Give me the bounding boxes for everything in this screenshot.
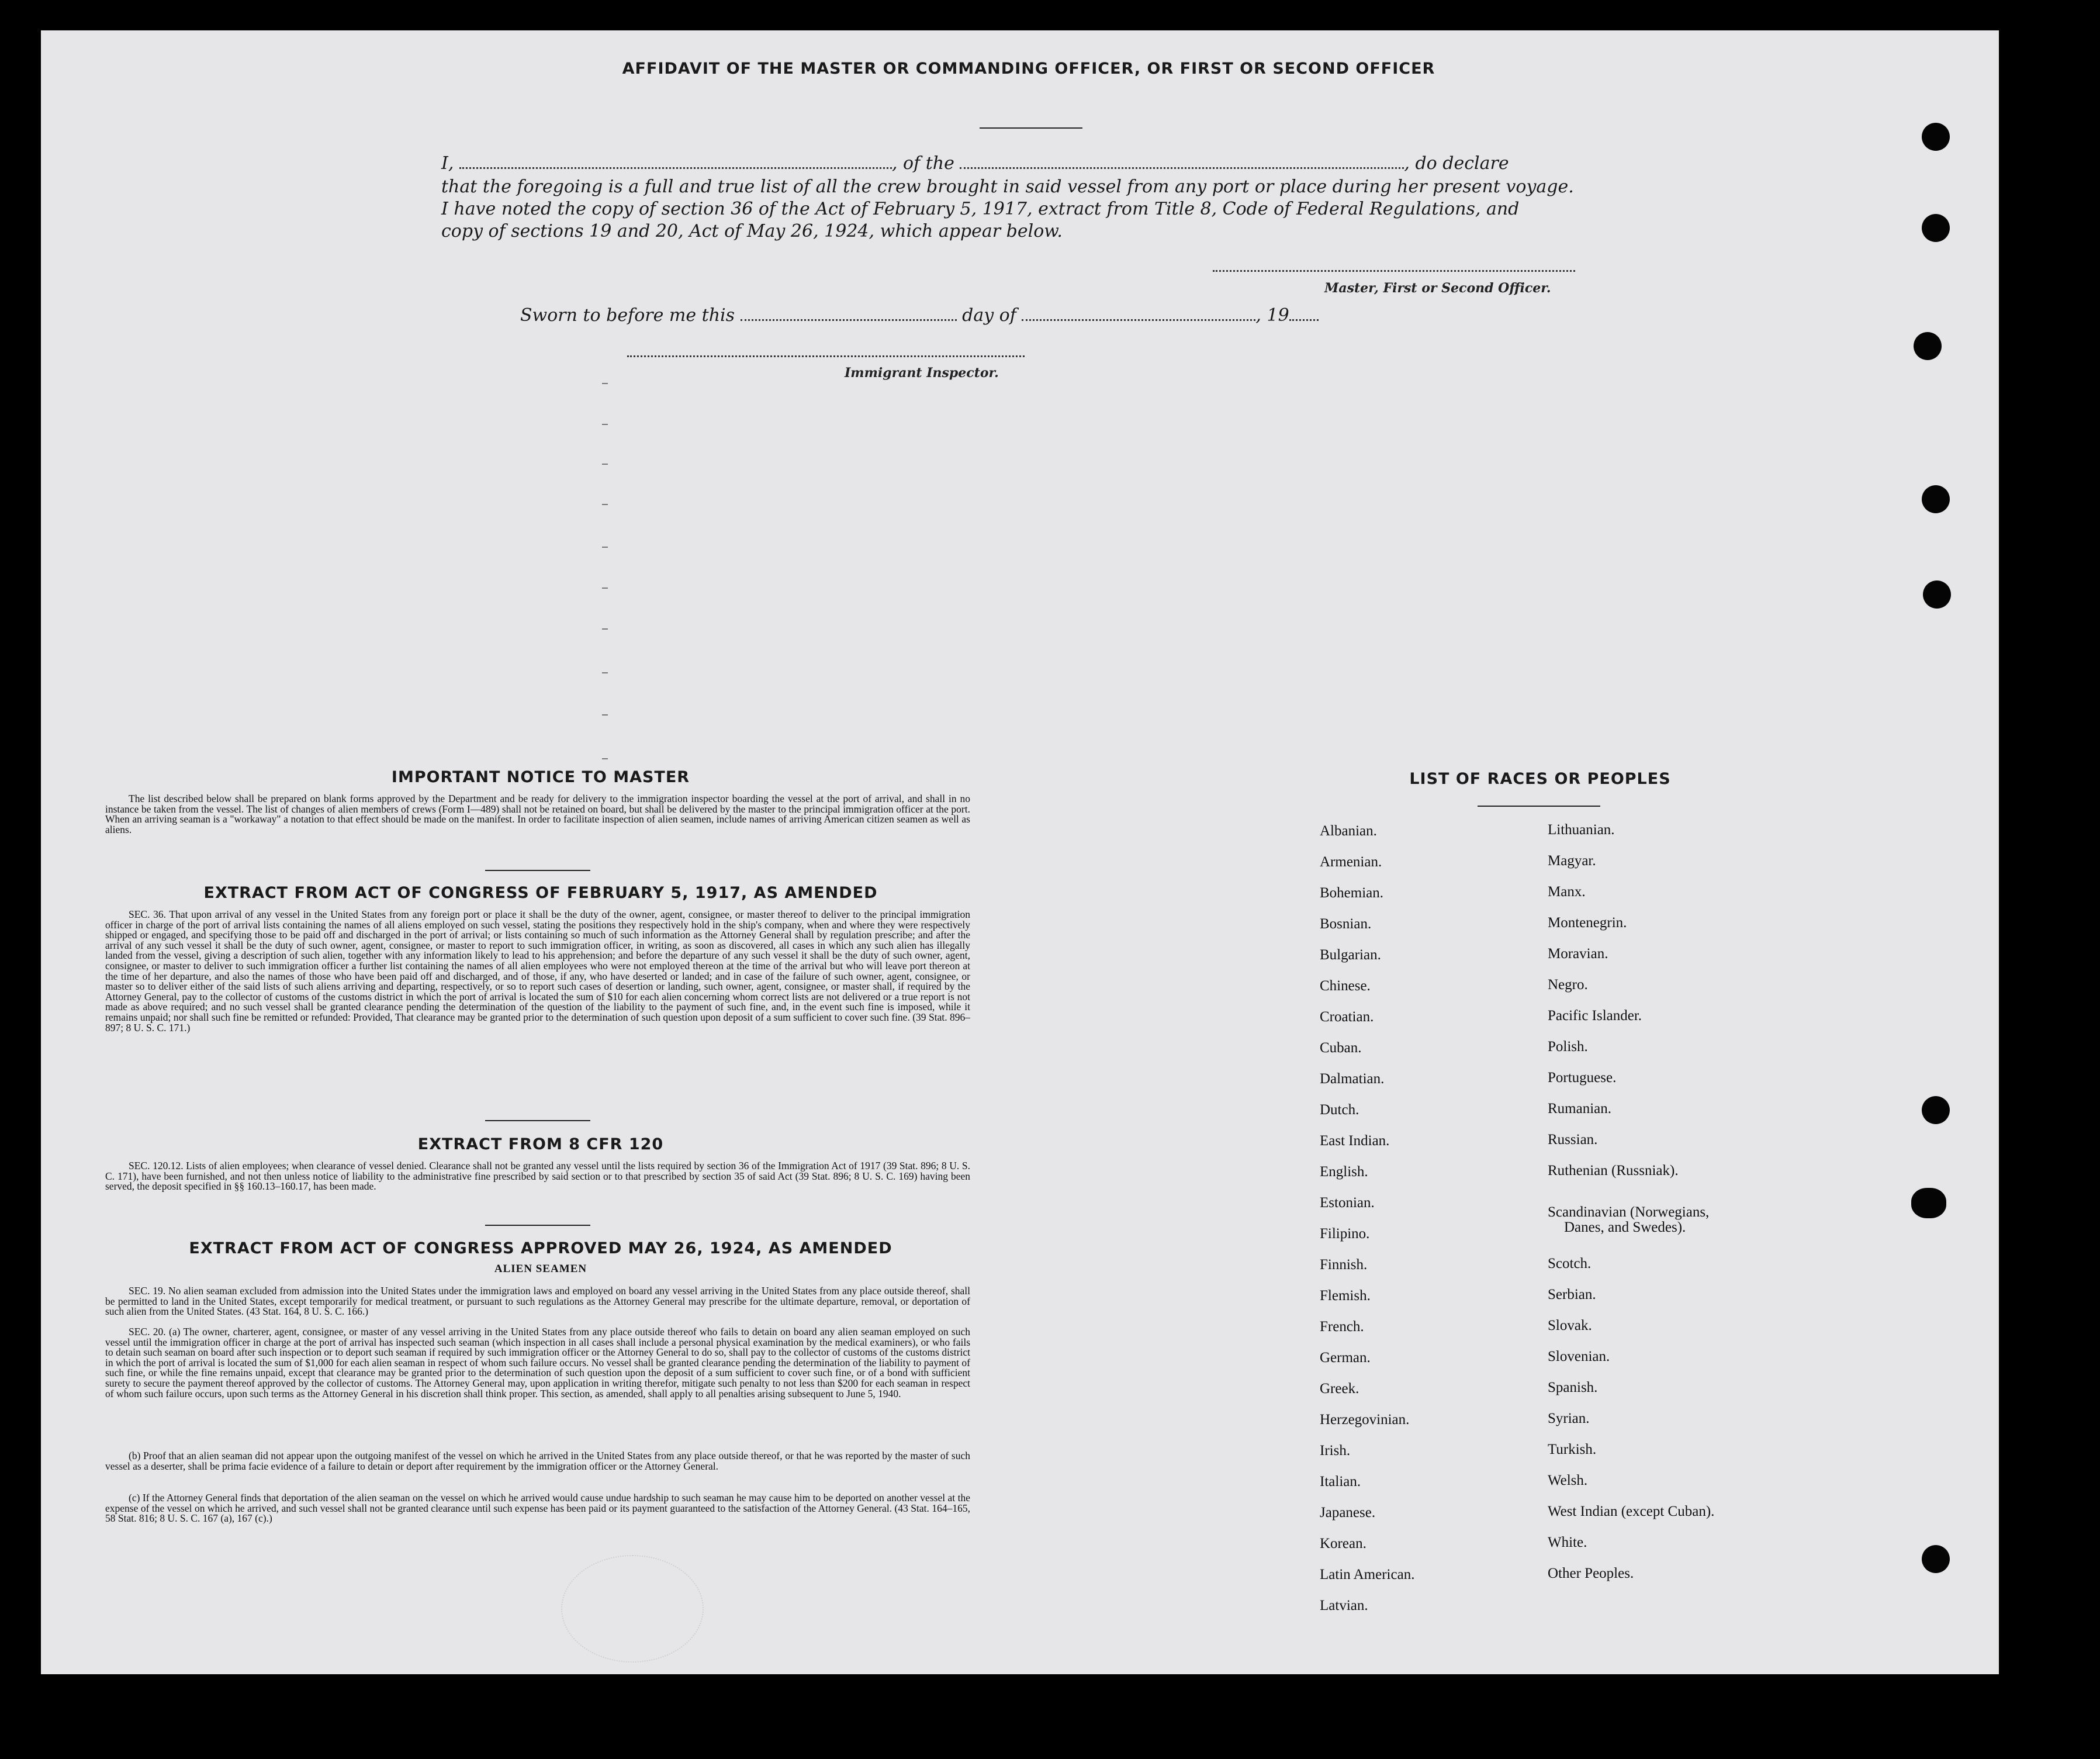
race-item: Pacific Islander.: [1548, 1008, 1642, 1024]
scan-mark: [602, 504, 608, 505]
races-rule: [1478, 806, 1600, 807]
race-item: Armenian.: [1320, 854, 1382, 870]
sworn-day-blank[interactable]: [741, 319, 957, 321]
race-item: Bosnian.: [1320, 916, 1372, 932]
race-item: Flemish.: [1320, 1288, 1371, 1304]
master-caption: Master, First or Second Officer.: [1324, 281, 1551, 296]
inspector-caption: Immigrant Inspector.: [845, 365, 999, 381]
title-rule: [980, 127, 1082, 129]
binder-hole: [1923, 580, 1951, 609]
extract-cfr-text: SEC. 120.12. Lists of alien employees; when clearance of vessel denied. Clearance shall not be granted any vessel until the lists required by section 36 of the Immigration Act of 1917 (39 Stat. 896; 8 U. S. C. 171), have been furnished, and not then unless notice of liability to the administrative fine prescribed by said section or to that prescribed by section 35 of said Act (39 Stat. 896; 8 U. S. C. 169) having been served, the deposit specified in §§ 160.13–160.17, has been made.: [105, 1160, 970, 1193]
binder-hole: [1922, 1545, 1950, 1573]
race-item: Japanese.: [1320, 1505, 1376, 1520]
race-item: Italian.: [1320, 1474, 1361, 1490]
binder-hole: [1914, 332, 1942, 360]
race-item: Negro.: [1548, 977, 1588, 993]
year-blank[interactable]: [1289, 319, 1319, 321]
extract-1917-text: SEC. 36. That upon arrival of any vessel in the United States from any foreign port or place it shall be the duty of the owner, agent, consignee, or master thereof to deliver to the principal immigration officer in charge of the port of arrival lists containing the names of all aliens employed on such vessel, stating the positions they respectively hold in the ship's company, when and where they were respectively shipped or engaged, and specifying those to be paid off and discharged in the port of arrival; or lists containing so much of such information as the Attorney General shall by regulation prescribe; and after the arrival of any such vessel it shall be the duty of such owner, agent, consignee, or master to report to such immigration officer, in writing, as soon as discovered, all cases in which any such alien has illegally landed from the vessel, giving a description of such alien, together with any information likely to lead to his apprehension; and before the departure of any such vessel it shall be the duty of such owner, agent, consignee, or master to deliver to such immigration officer a further list containing the names of all alien employees who were not employed thereon at the time of the arrival but who will leave port thereon at the time of her departure, and also the names of those who have been paid off and discharged, and of those, if any, who have deserted or landed; and in case of the failure of such owner, agent, consignee, or master so to deliver either of the said lists of such aliens arriving and departing, respectively, or so to report such cases of desertion or landing, such owner, agent, consignee, or master shall, if required by the Attorney General, pay to the collector of customs of the customs district in which the port of arrival is located the sum of $10 for each alien concerning whom correct lists are not delivered or a true report is not made as above required; and no such vessel shall be granted clearance pending the determination of the question of the liability to the payment of such fine, and, in the event such fine is imposed, while it remains unpaid; nor shall such fine be remitted or refunded: Provided, That clearance may be granted prior to the determination of such question upon deposit of a sum sufficient to cover such fine. (39 Stat. 896–897; 8 U. S. C. 171.): [105, 908, 970, 1034]
binder-hole: [1922, 1096, 1950, 1124]
race-item: Greek.: [1320, 1381, 1359, 1397]
sworn-month-blank[interactable]: [1022, 319, 1255, 321]
binder-hole: [1922, 485, 1950, 513]
race-item: Polish.: [1548, 1039, 1588, 1055]
race-item: Scandinavian (Norwegians,: [1548, 1204, 1710, 1220]
extract-1924-sec20b: (b) Proof that an alien seaman did not appear upon the outgoing manifest of the vessel on which he arrived in the United States from any place outside thereof, or that he was reported by the master of such vessel as a deserter, shall be prima facie evidence of a failure to detain or deport after requirement by the immigration officer or the Attorney General.: [105, 1450, 970, 1472]
section-rule: [485, 1225, 590, 1226]
race-item: Russian.: [1548, 1132, 1598, 1148]
day-of-label: day of: [962, 305, 1016, 326]
document-page: [41, 30, 1999, 1674]
scan-mark: [602, 628, 608, 630]
affidavit-line-4: copy of sections 19 and 20, Act of May 26, 1924, which appear below.: [441, 221, 1063, 241]
extract-1924-subtitle: ALIEN SEAMEN: [494, 1263, 587, 1275]
race-item: Turkish.: [1548, 1442, 1597, 1457]
name-blank[interactable]: [459, 167, 892, 169]
scan-mark: [602, 464, 608, 465]
race-item: German.: [1320, 1350, 1371, 1366]
race-item: Latin American.: [1320, 1567, 1415, 1582]
binder-hole: [1922, 123, 1950, 151]
race-item: Slovenian.: [1548, 1349, 1610, 1364]
race-item: Cuban.: [1320, 1040, 1362, 1056]
i-label: I,: [441, 153, 454, 174]
race-item: Montenegrin.: [1548, 915, 1627, 931]
race-item: Scotch.: [1548, 1256, 1592, 1271]
race-item: Herzegovinian.: [1320, 1412, 1410, 1428]
affidavit-line-2: that the foregoing is a full and true list of all the crew brought in said vessel from any port or place during her present voyage.: [441, 177, 1574, 197]
sworn-label: Sworn to before me this: [520, 305, 735, 326]
race-item: East Indian.: [1320, 1133, 1390, 1149]
race-item: Slovak.: [1548, 1318, 1592, 1333]
year-label: , 19: [1255, 305, 1289, 326]
section-rule: [485, 1120, 590, 1121]
extract-1924-sec19: SEC. 19. No alien seaman excluded from admission into the United States under the immigration laws and employed on board any vessel arriving in the United States from any place outside thereof, shall be permitted to land in the United States, except temporarily for medical treatment, or pursuant to such regulations as the Attorney General may prescribe for the ultimate departure, removal, or deportation of such alien from the United States. (43 Stat. 164, 8 U. S. C. 166.): [105, 1285, 970, 1318]
scan-mark: [602, 758, 608, 759]
extract-cfr-title: EXTRACT FROM 8 CFR 120: [417, 1135, 664, 1153]
inspector-signature-line[interactable]: [627, 355, 1025, 357]
race-item: West Indian (except Cuban).: [1548, 1504, 1715, 1519]
race-item: Dutch.: [1320, 1102, 1359, 1118]
race-item: Bohemian.: [1320, 885, 1384, 901]
race-item: Rumanian.: [1548, 1101, 1612, 1117]
race-item: Korean.: [1320, 1536, 1366, 1551]
faint-seal: [561, 1555, 704, 1663]
affidavit-title: AFFIDAVIT OF THE MASTER OR COMMANDING OFFICER, OR FIRST OR SECOND OFFICER: [622, 60, 1435, 78]
race-item: Croatian.: [1320, 1009, 1374, 1025]
race-item: English.: [1320, 1164, 1368, 1180]
race-item: Spanish.: [1548, 1380, 1598, 1395]
race-item: Magyar.: [1548, 853, 1596, 869]
vessel-blank[interactable]: [960, 167, 1404, 169]
extract-1917-title: EXTRACT FROM ACT OF CONGRESS OF FEBRUARY 5, 1917, AS AMENDED: [203, 884, 878, 902]
of-the-label: , of the: [891, 153, 954, 174]
sworn-line: [520, 305, 1663, 326]
scan-mark: [602, 588, 608, 589]
race-item: Serbian.: [1548, 1287, 1596, 1302]
extract-1924-title: EXTRACT FROM ACT OF CONGRESS APPROVED MAY 26, 1924, AS AMENDED: [189, 1239, 892, 1257]
extract-1924-sec20a: SEC. 20. (a) The owner, charterer, agent, consignee, or master of any vessel arriving in the United States from any place outside thereof who fails to detain on board any alien seaman employed on such vessel until the immigration officer in charge at the port of arrival has inspected such seaman (which inspection in all cases shall include a personal physical examination by the medical examiners), or who fails to detain such seaman on board after such inspection or to deport such seaman if required by such immigration officer or the Attorney General to do so, shall pay to the collector of customs of the customs district in which the port of arrival is located the sum of $1,000 for each alien seaman in respect of whom such failure occurs. No vessel shall be granted clearance pending the determination of the liability to payment of such fine, or while the fine remains unpaid, except that clearance may be granted prior to the determination of such question upon the deposit of a sum sufficient to cover such fine, or of a bond with sufficient surety to secure the payment thereof approved by the collector of customs. The Attorney General may, upon application in writing therefor, mitigate such penalty to not less than $200 for each seaman in respect of whom such failure occurs, upon such terms as the Attorney General in his discretion shall think proper. This section, as amended, shall apply to all penalties arising subsequent to June 5, 1940.: [105, 1326, 970, 1399]
master-signature-line[interactable]: [1213, 270, 1575, 272]
notice-title: IMPORTANT NOTICE TO MASTER: [391, 768, 690, 786]
race-item: Estonian.: [1320, 1195, 1375, 1211]
race-item: Latvian.: [1320, 1598, 1368, 1613]
race-item: Chinese.: [1320, 978, 1371, 994]
scan-mark: [602, 383, 608, 384]
race-item: Dalmatian.: [1320, 1071, 1385, 1087]
extract-1924-sec20c: (c) If the Attorney General finds that deportation of the alien seaman on the vessel on which he arrived would cause undue hardship to such seaman he may cause him to be deported on another vessel at the expense of the vessel on which he arrived, and such vessel shall not be granted clearance until such expense has been paid or its payment guaranteed to the satisfaction of the Attorney General. (43 Stat. 164–165, 58 Stat. 816; 8 U. S. C. 167 (a), 167 (c).): [105, 1492, 970, 1525]
affidavit-line-3: I have noted the copy of section 36 of the Act of February 5, 1917, extract from Title 8, Code of Federal Regulations, and: [441, 199, 1520, 219]
race-item: Other Peoples.: [1548, 1566, 1634, 1581]
binder-hole: [1922, 214, 1950, 242]
races-title: LIST OF RACES OR PEOPLES: [1409, 770, 1671, 788]
race-item: Manx.: [1548, 884, 1586, 900]
race-item: Syrian.: [1548, 1411, 1590, 1426]
race-item: Ruthenian (Russniak).: [1548, 1163, 1679, 1179]
scan-mark: [602, 714, 608, 716]
scan-mark: [602, 424, 608, 425]
do-declare-label: , do declare: [1404, 153, 1509, 174]
race-item: French.: [1320, 1319, 1364, 1335]
race-item: Lithuanian.: [1548, 822, 1615, 838]
race-item: Danes, and Swedes).: [1564, 1219, 1686, 1235]
race-item: Welsh.: [1548, 1473, 1588, 1488]
race-item: White.: [1548, 1535, 1587, 1550]
race-item: Albanian.: [1320, 823, 1377, 839]
race-item: Irish.: [1320, 1443, 1351, 1459]
race-item: Moravian.: [1548, 946, 1608, 962]
binder-hole: [1911, 1188, 1946, 1218]
race-item: Bulgarian.: [1320, 947, 1381, 963]
race-item: Filipino.: [1320, 1226, 1370, 1242]
notice-text: The list described below shall be prepared on blank forms approved by the Department and be ready for delivery to the immigration inspector boarding the vessel at the port of arrival, and shall in no instance be taken from the vessel. The list of changes of alien members of crews (Form I—489) shall not be retained on board, but shall be delivered by the master to the principal immigration officer at the port. When an arriving seaman is a "workaway" a notation to that effect should be made on the manifest. In order to facilitate inspection of alien seamen, include names of arriving American citizen seamen as well as aliens.: [105, 793, 970, 835]
scan-mark: [602, 672, 608, 673]
race-item: Portuguese.: [1548, 1070, 1617, 1086]
scan-mark: [602, 547, 608, 548]
race-item: Finnish.: [1320, 1257, 1368, 1273]
affidavit-line-1: [441, 153, 1584, 174]
section-rule: [485, 870, 590, 871]
